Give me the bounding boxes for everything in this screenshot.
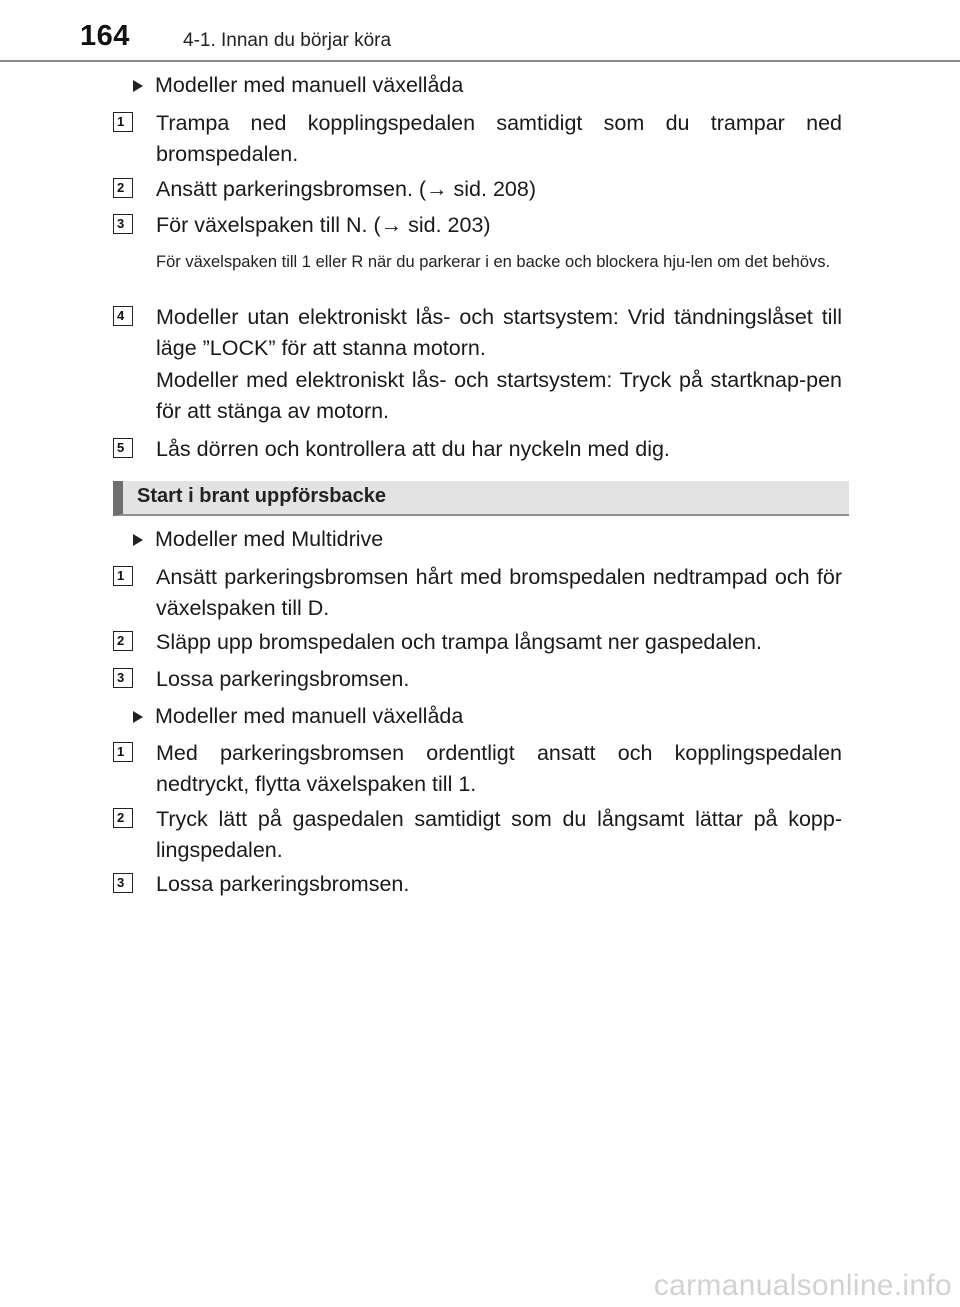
- step-number-box: 3: [113, 214, 133, 234]
- step-number-box: 2: [113, 178, 133, 198]
- section-header: 4-1. Innan du börjar köra: [183, 30, 392, 51]
- step-text: Lås dörren och kontrollera att du har nyckeln med dig.: [156, 437, 670, 461]
- model-head-label: Modeller med Multidrive: [155, 527, 384, 551]
- section-heading-label: Start i brant uppförsbacke: [137, 485, 386, 507]
- step-text: För växelspaken till N. (→ sid. 203): [156, 213, 491, 237]
- note-text: För växelspaken till 1 eller R när du parkerar i en backe och blockera hju-len om det behövs.: [156, 253, 831, 271]
- step-number-box: 4: [113, 306, 133, 326]
- model-head-label: Modeller med manuell växellåda: [155, 704, 464, 728]
- step-text: Lossa parkeringsbromsen.: [156, 872, 410, 896]
- step-number-box: 2: [113, 631, 133, 651]
- step-number-box: 5: [113, 438, 133, 458]
- triangle-bullet-icon: [133, 80, 143, 92]
- step-text: Trampa ned kopplingspedalen samtidigt som du trampar ned bromspedalen.: [156, 111, 842, 166]
- step-text: Modeller utan elektroniskt lås- och startsystem: Vrid tändningslåset till läge ”LOCK” för att stanna motorn.: [156, 305, 842, 360]
- step-text: Tryck lätt på gaspedalen samtidigt som du långsamt lättar på kopp-lingspedalen.: [156, 807, 842, 862]
- step-number-box: 3: [113, 668, 133, 688]
- model-head-multidrive: [133, 524, 383, 555]
- step-text: Ansätt parkeringsbromsen. (→ sid. 208): [156, 177, 536, 201]
- model-head-manual: [133, 70, 463, 101]
- step-number-box: 3: [113, 873, 133, 893]
- step-text: Lossa parkeringsbromsen.: [156, 667, 410, 691]
- step-text-continued: Modeller med elektroniskt lås- och startsystem: Tryck på startknap-pen för att stänga av motorn.: [156, 368, 842, 423]
- step-number-box: 1: [113, 112, 133, 132]
- step-number-box: 1: [113, 566, 133, 586]
- triangle-bullet-icon: [133, 534, 143, 546]
- header-rule: [0, 60, 960, 62]
- model-head-manual-2: [133, 701, 463, 732]
- step-text: Med parkeringsbromsen ordentligt ansatt och kopplingspedalen nedtryckt, flytta växelspaken till 1.: [156, 741, 842, 796]
- watermark: carmanualsonline.info: [653, 1269, 952, 1302]
- section-heading: [113, 481, 849, 516]
- step-number-box: 2: [113, 808, 133, 828]
- page-number: 164: [80, 20, 130, 52]
- model-head-label: Modeller med manuell växellåda: [155, 73, 464, 97]
- triangle-bullet-icon: [133, 711, 143, 723]
- step-number-box: 1: [113, 742, 133, 762]
- step-text: Ansätt parkeringsbromsen hårt med bromspedalen nedtrampad och för växelspaken till D.: [156, 565, 842, 620]
- step-text: Släpp upp bromspedalen och trampa långsamt ner gaspedalen.: [156, 630, 762, 654]
